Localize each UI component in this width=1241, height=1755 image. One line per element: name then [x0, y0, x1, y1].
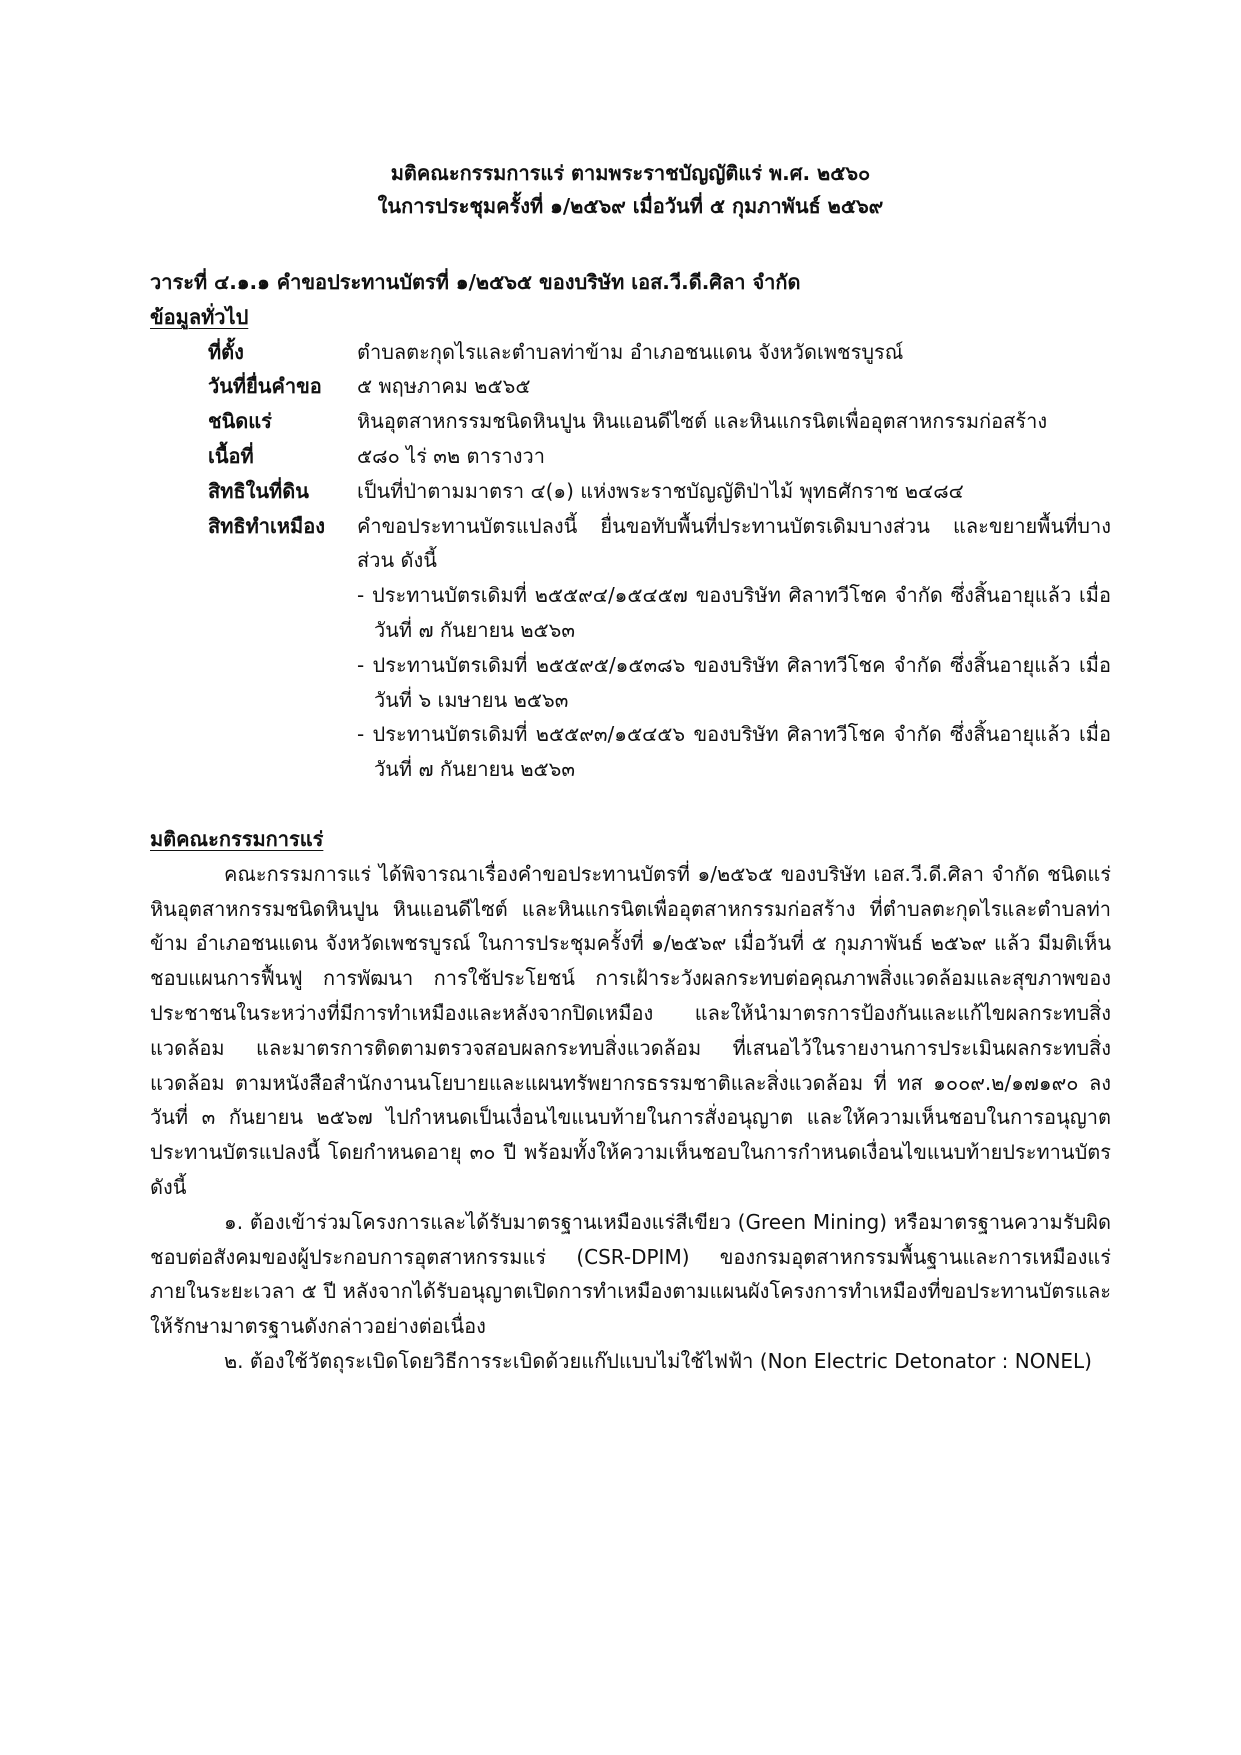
condition-item-2: ๒. ต้องใช้วัตถุระเบิดโดยวิธีการระเบิดด้วยแก๊ปแบบไม่ใช้ไฟฟ้า (Non Electric Detonator : NONEL) [224, 1348, 1092, 1373]
info-value-land-rights: เป็นที่ป่าตามมาตรา ๔(๑) แห่งพระราชบัญญัติป่าไม้ พุทธศักราช ๒๔๘๔ [357, 478, 964, 503]
info-label-land-rights: สิทธิในที่ดิน [208, 478, 309, 503]
document-body [150, 157, 1111, 1379]
agenda-heading: วาระที่ ๔.๑.๑ คำขอประทานบัตรที่ ๑/๒๕๖๕ ของบริษัท เอส.วี.ดี.ศิลา จำกัด [150, 270, 801, 294]
previous-concessions-list [357, 578, 1111, 787]
info-label-location: ที่ตั้ง [208, 339, 244, 364]
info-value-mining-rights [357, 509, 1111, 787]
info-label-filing-date: วันที่ยื่นคำขอ [208, 374, 322, 399]
info-value-mineral-type: หินอุตสาหกรรมชนิดหินปูน หินแอนดีไซต์ และหินแกรนิตเพื่ออุตสาหกรรมก่อสร้าง [357, 409, 1048, 434]
general-info-heading: ข้อมูลทั่วไป [150, 304, 249, 329]
info-value-filing-date: ๕ พฤษภาคม ๒๕๖๕ [357, 374, 531, 399]
info-value-area: ๕๘๐ ไร่ ๓๒ ตารางวา [357, 443, 545, 468]
list-item: - ประทานบัตรเดิมที่ ๒๕๕๙๓/๑๕๔๕๖ ของบริษัท ศิลาทวีโชค จำกัด ซึ่งสิ้นอายุแล้ว เมื่อวันที่ ๗ กันยายน ๒๕๖๓ [357, 722, 1111, 782]
list-item: - ประทานบัตรเดิมที่ ๒๕๕๙๕/๑๕๓๘๖ ของบริษัท ศิลาทวีโชค จำกัด ซึ่งสิ้นอายุแล้ว เมื่อวันที่ ๖ เมษายน ๒๕๖๓ [357, 652, 1112, 712]
resolution-heading: มติคณะกรรมการแร่ [150, 826, 324, 851]
resolution-paragraph: คณะกรรมการแร่ ได้พิจารณาเรื่องคำขอประทานบัตรที่ ๑/๒๕๖๕ ของบริษัท เอส.วี.ดี.ศิลา จำกัด ชนิดแร่หินอุตสาหกรรมชนิดหินปูน หินแอนดีไซต์ และหินแกรนิตเพื่ออุตสาหกรรมก่อสร้าง ที่ตำบลตะกุดไรและตำบลท่าข้าม อำเภอชนแดน จังหวัดเพชรบูรณ์ ในการประชุมครั้งที่ ๑/๒๕๖๙ เมื่อวันที่ ๕ กุมภาพันธ์ ๒๕๖๙ แล้ว มีมติเห็นชอบแผนการฟื้นฟู การพัฒนา การใช้ประโยชน์ การเฝ้าระวังผลกระทบต่อคุณภาพสิ่งแวดล้อมและสุขภาพของประชาชนในระหว่างที่มีการทำเหมืองและหลังจากปิดเหมือง และให้นำมาตรการป้องกันและแก้ไขผลกระทบสิ่งแวดล้อม และมาตรการติดตามตรวจสอบผลกระทบสิ่งแวดล้อม ที่เสนอไว้ในรายงานการประเมินผลกระทบสิ่งแวดล้อม ตามหนังสือสำนักงานนโยบายและแผนทรัพยากรธรรมชาติและสิ่งแวดล้อม ที่ ทส ๑๐๐๙.๒/๑๗๑๙๐ ลงวันที่ ๓ กันยายน ๒๕๖๗ ไปกำหนดเป็นเงื่อนไขแนบท้ายในการสั่งอนุญาต และให้ความเห็นชอบในการอนุญาตประทานบัตรแปลงนี้ โดยกำหนดอายุ ๓๐ ปี พร้อมทั้งให้ความเห็นชอบในการกำหนดเงื่อนไขแนบท้ายประทานบัตร ดังนี้ [150, 861, 1111, 1199]
info-label-mineral-type: ชนิดแร่ [208, 409, 272, 434]
info-label-mining-rights: สิทธิทำเหมือง [208, 513, 325, 538]
list-item: - ประทานบัตรเดิมที่ ๒๕๕๙๔/๑๕๔๕๗ ของบริษัท ศิลาทวีโชค จำกัด ซึ่งสิ้นอายุแล้ว เมื่อวันที่ ๗ กันยายน ๒๕๖๓ [357, 583, 1111, 642]
mining-rights-text: คำขอประทานบัตรแปลงนี้ ยื่นขอทับพื้นที่ประทานบัตรเดิมบางส่วน และขยายพื้นที่บางส่วน ดังนี้ [357, 513, 1111, 573]
document-title [150, 157, 1111, 223]
info-value-location: ตำบลตะกุดไรและตำบลท่าข้าม อำเภอชนแดน จังหวัดเพชรบูรณ์ [357, 339, 904, 364]
title-line-2: ในการประชุมครั้งที่ ๑/๒๕๖๙ เมื่อวันที่ ๕ กุมภาพันธ์ ๒๕๖๙ [377, 194, 884, 218]
info-label-area: เนื้อที่ [208, 443, 254, 468]
condition-item-1: ๑. ต้องเข้าร่วมโครงการและได้รับมาตรฐานเหมืองแร่สีเขียว (Green Mining) หรือมาตรฐานความรับผิดชอบต่อสังคมของผู้ประกอบการอุตสาหกรรมแร่ (CSR-DPIM) ของกรมอุตสาหกรรมพื้นฐานและการเหมืองแร่ ภายในระยะเวลา ๕ ปี หลังจากได้รับอนุญาตเปิดการทำเหมืองตามแผนผังโครงการทำเหมืองที่ขอประทานบัตรและให้รักษามาตรฐานดังกล่าวอย่างต่อเนื่อง [150, 1209, 1111, 1339]
general-info-table [208, 335, 1111, 787]
title-line-1: มติคณะกรรมการแร่ ตามพระราชบัญญัติแร่ พ.ศ. ๒๕๖๐ [390, 161, 871, 185]
